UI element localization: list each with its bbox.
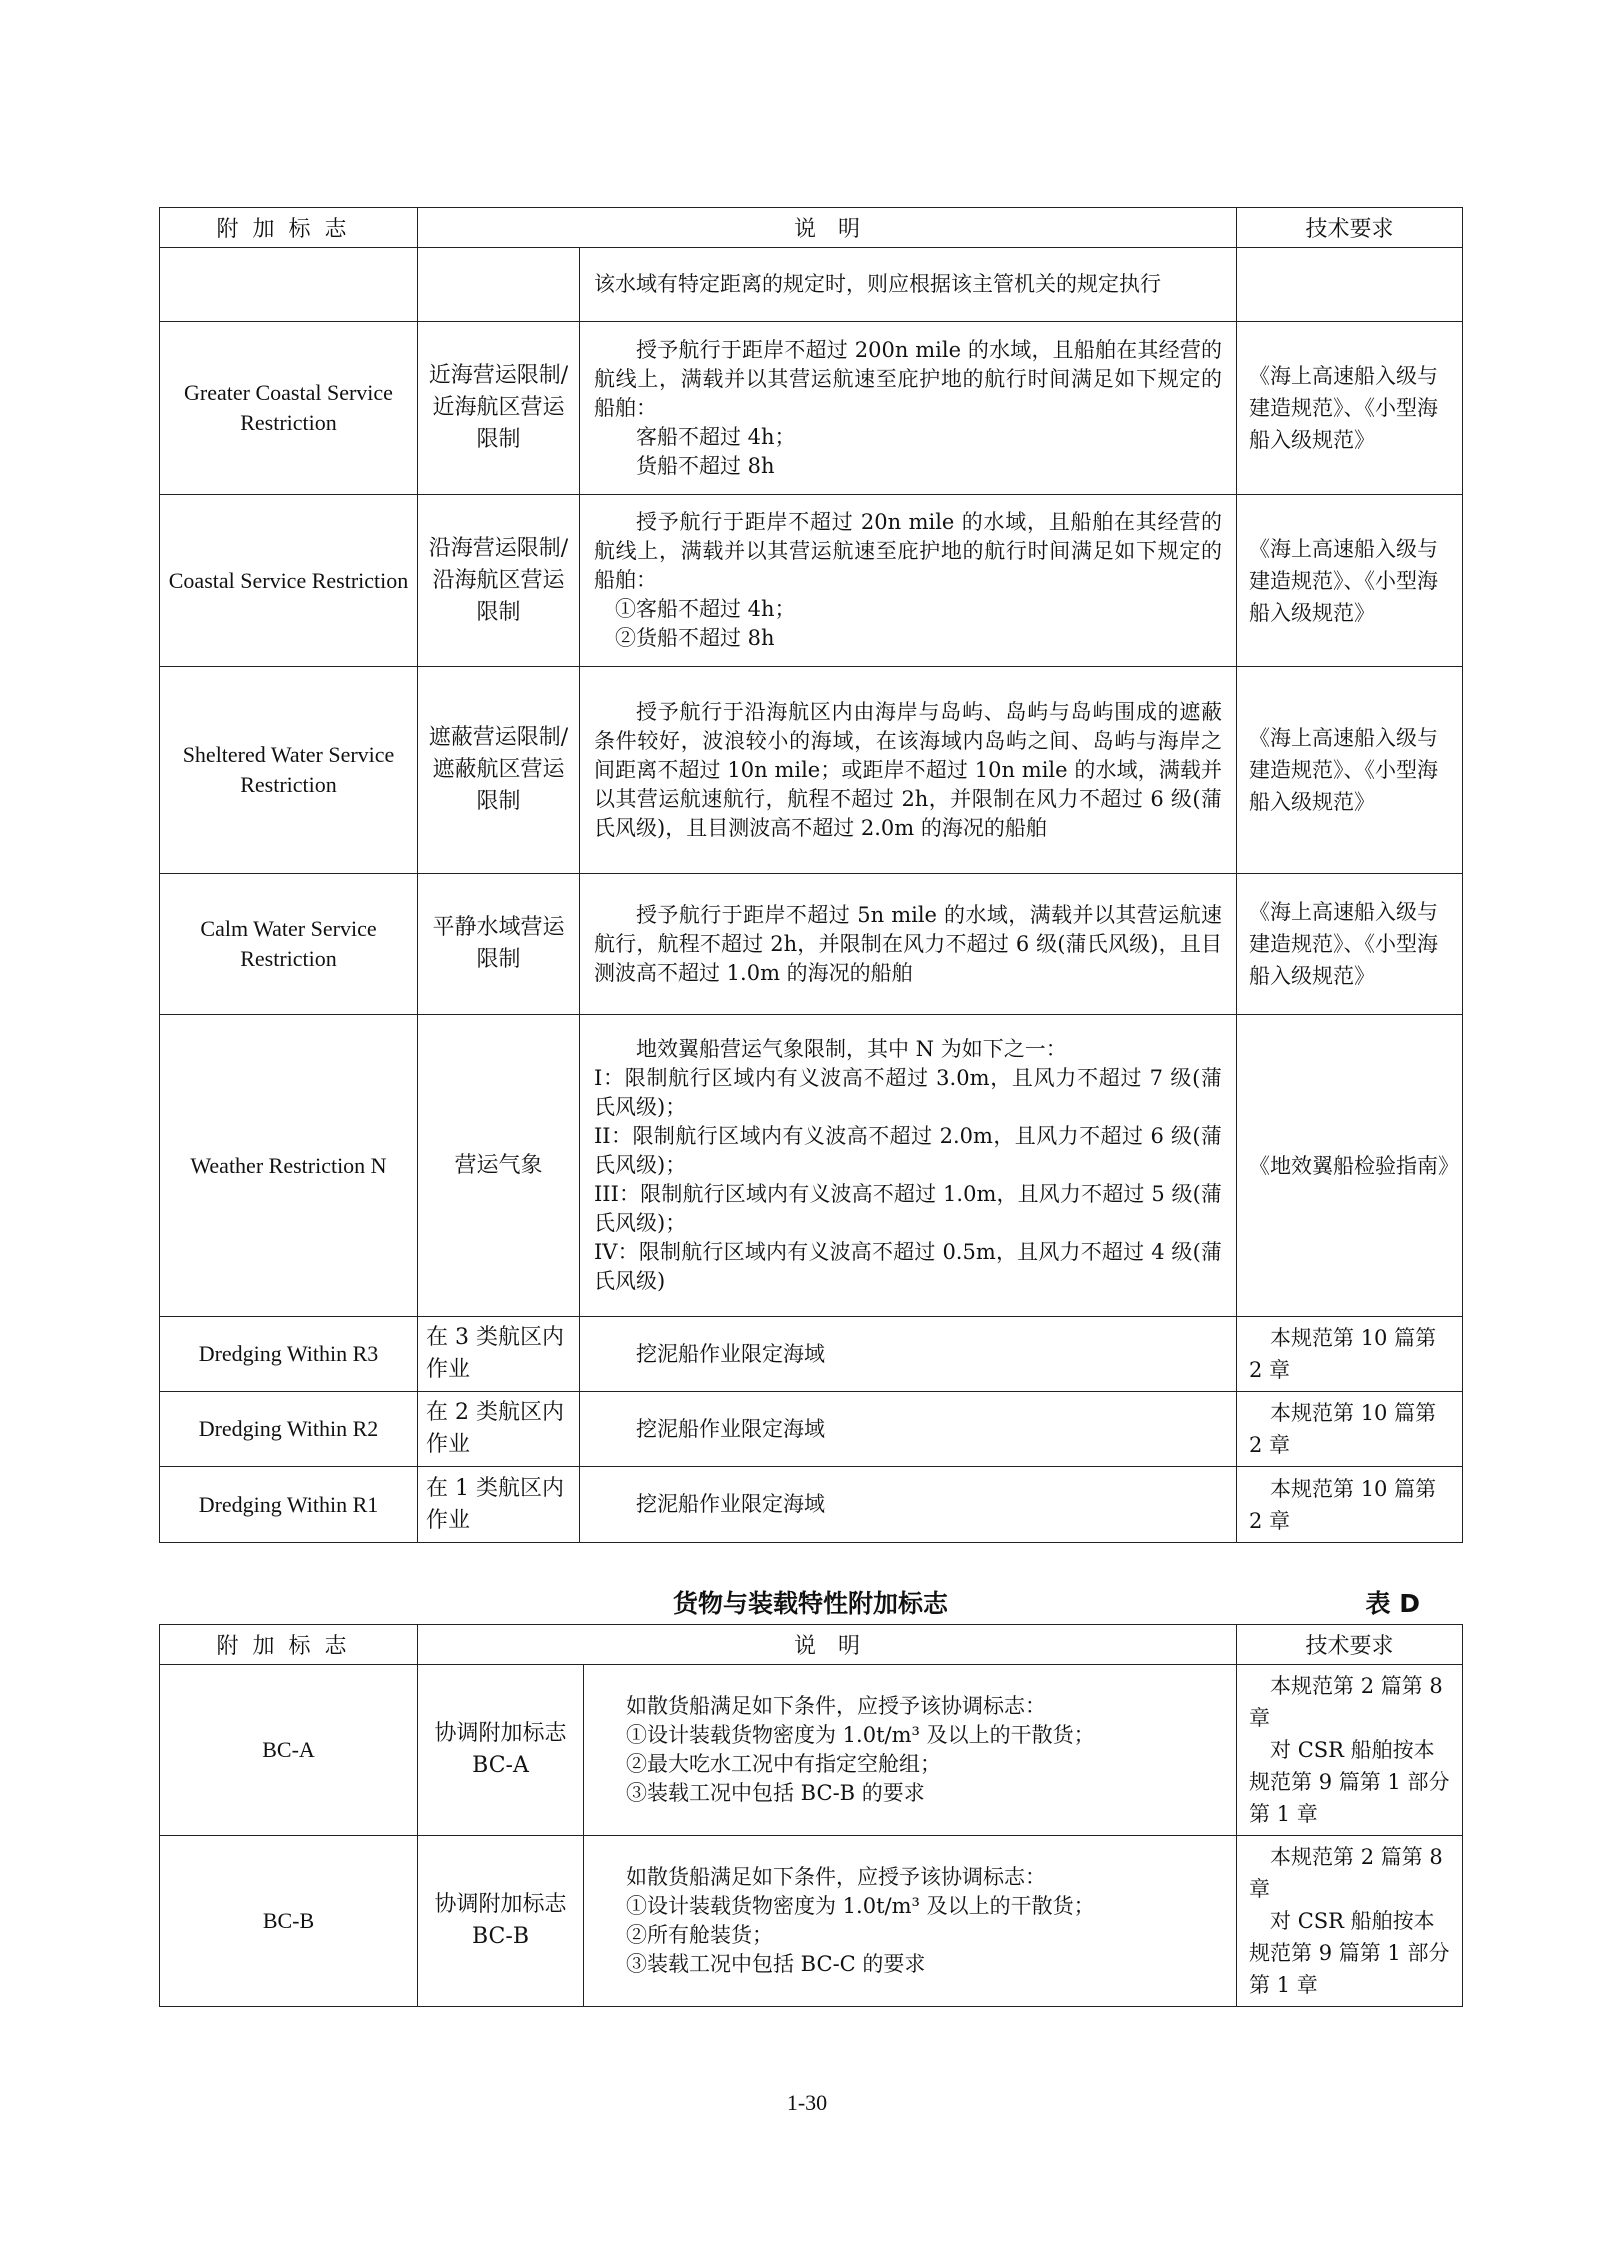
notation-cn: 在 2 类航区内作业 [418,1392,580,1467]
table-row [160,1015,1463,1317]
header-description: 说 明 [418,1625,1237,1665]
notation-en: Dredging Within R3 [160,1317,418,1392]
notation-cn: 协调附加标志 BC-B [418,1836,584,2007]
requirement-cell: 《海上高速船入级与建造规范》、《小型海船入级规范》 [1237,874,1463,1015]
requirement-cell: 《海上高速船入级与建造规范》、《小型海船入级规范》 [1237,322,1463,495]
table-caption [159,1584,1462,1620]
notation-cn: 平静水域营运限制 [418,874,580,1015]
notation-cn: 遮蔽营运限制/遮蔽航区营运限制 [418,667,580,874]
page-number: 1-30 [786,2090,828,2115]
notation-cn: 沿海营运限制/沿海航区营运限制 [418,495,580,667]
description-cell: 挖泥船作业限定海域 [580,1392,1237,1467]
table-row [160,874,1463,1015]
notation-en: Dredging Within R1 [160,1467,418,1543]
notation-en: Sheltered Water Service Restriction [160,667,418,874]
requirement-cell: 本规范第 10 篇第 2 章 [1237,1392,1463,1467]
requirement-cell: 《海上高速船入级与建造规范》、《小型海船入级规范》 [1237,667,1463,874]
description-cell: 授予航行于距岸不超过 200n mile 的水域，且船舶在其经营的航线上，满载并以其营运航速至庇护地的航行时间满足如下规定的船舶： 客船不超过 4h； 货船不超过 8h [580,322,1237,495]
header-description: 说 明 [418,208,1237,248]
table-row [160,1467,1463,1543]
notation-cn: 近海营运限制/近海航区营运限制 [418,322,580,495]
requirement-cell: 《地效翼船检验指南》 [1237,1015,1463,1317]
description-cell: 挖泥船作业限定海域 [580,1467,1237,1543]
table-row [160,1665,1463,1836]
notation-cn: 在 3 类航区内作业 [418,1317,580,1392]
notation-en: BC-A [160,1665,418,1836]
table-row [160,495,1463,667]
table-row [160,1317,1463,1392]
description-cell: 挖泥船作业限定海域 [580,1317,1237,1392]
header-requirements: 技术要求 [1237,1625,1463,1665]
notation-en: Coastal Service Restriction [160,495,418,667]
description-cell: 授予航行于沿海航区内由海岸与岛屿、岛屿与岛屿围成的遮蔽条件较好，波浪较小的海域，在该海域内岛屿之间、岛屿与海岸之间距离不超过 10n mile；或距岸不超过 10n mile 的水域，满载并以其营运航速航行，航程不超过 2h，并限制在风力不超过 6 级(蒲氏风级)，且目测波高不超过 2.0m 的海况的船舶 [580,667,1237,874]
header-notation: 附加标志 [160,1625,418,1665]
table-row [160,248,1463,322]
notation-en: BC-B [160,1836,418,2007]
table-title: 货物与装载特性附加标志 [672,1589,948,1618]
table-header-row [160,208,1463,248]
description-cell: 授予航行于距岸不超过 20n mile 的水域，且船舶在其经营的航线上，满载并以其营运航速至庇护地的航行时间满足如下规定的船舶： ①客船不超过 4h； ②货船不超过 8h [580,495,1237,667]
requirement-cell: 本规范第 10 篇第 2 章 [1237,1467,1463,1543]
requirement-cell: 本规范第 2 篇第 8 章 对 CSR 船舶按本规范第 9 篇第 1 部分第 1 章 [1237,1665,1463,1836]
notation-cn: 协调附加标志 BC-A [418,1665,584,1836]
notation-cn: 在 1 类航区内作业 [418,1467,580,1543]
table-row [160,322,1463,495]
requirement-cell: 本规范第 10 篇第 2 章 [1237,1317,1463,1392]
header-notation: 附加标志 [160,208,418,248]
table-header-row [160,1625,1463,1665]
table-row [160,667,1463,874]
description-cell: 如散货船满足如下条件，应授予该协调标志： ①设计装载货物密度为 1.0t/m³ 及以上的干散货； ②所有舱装货； ③装载工况中包括 BC-C 的要求 [584,1836,1237,2007]
description-cell: 地效翼船营运气象限制，其中 N 为如下之一： I：限制航行区域内有义波高不超过 3.0m，且风力不超过 7 级(蒲氏风级)； II：限制航行区域内有义波高不超过 2.0m，且风力不超过 6 级(蒲氏风级)； III：限制航行区域内有义波高不超过 1.0m，且风力不超过 5 级(蒲氏风级)； IV：限制航行区域内有义波高不超过 0.5m，且风力不超过 4 级(蒲氏风级) [580,1015,1237,1317]
notation-cn: 营运气象 [418,1015,580,1317]
requirement-cell: 《海上高速船入级与建造规范》、《小型海船入级规范》 [1237,495,1463,667]
description-cell: 如散货船满足如下条件，应授予该协调标志： ①设计装载货物密度为 1.0t/m³ 及以上的干散货； ②最大吃水工况中有指定空舱组； ③装载工况中包括 BC-B 的要求 [584,1665,1237,1836]
requirement-cell: 本规范第 2 篇第 8 章 对 CSR 船舶按本规范第 9 篇第 1 部分第 1 章 [1237,1836,1463,2007]
notation-en: Dredging Within R2 [160,1392,418,1467]
table-number: 表 D [1365,1589,1420,1618]
table-row [160,1392,1463,1467]
notation-en: Calm Water Service Restriction [160,874,418,1015]
header-requirements: 技术要求 [1237,208,1463,248]
notation-en: Weather Restriction N [160,1015,418,1317]
table-row [160,1836,1463,2007]
description-cell: 该水域有特定距离的规定时，则应根据该主管机关的规定执行 [580,248,1237,322]
notation-table-2 [159,1624,1463,2007]
notation-table-1 [159,207,1463,1543]
notation-en: Greater Coastal Service Restriction [160,322,418,495]
description-cell: 授予航行于距岸不超过 5n mile 的水域，满载并以其营运航速航行，航程不超过 2h，并限制在风力不超过 6 级(蒲氏风级)，且目测波高不超过 1.0m 的海况的船舶 [580,874,1237,1015]
